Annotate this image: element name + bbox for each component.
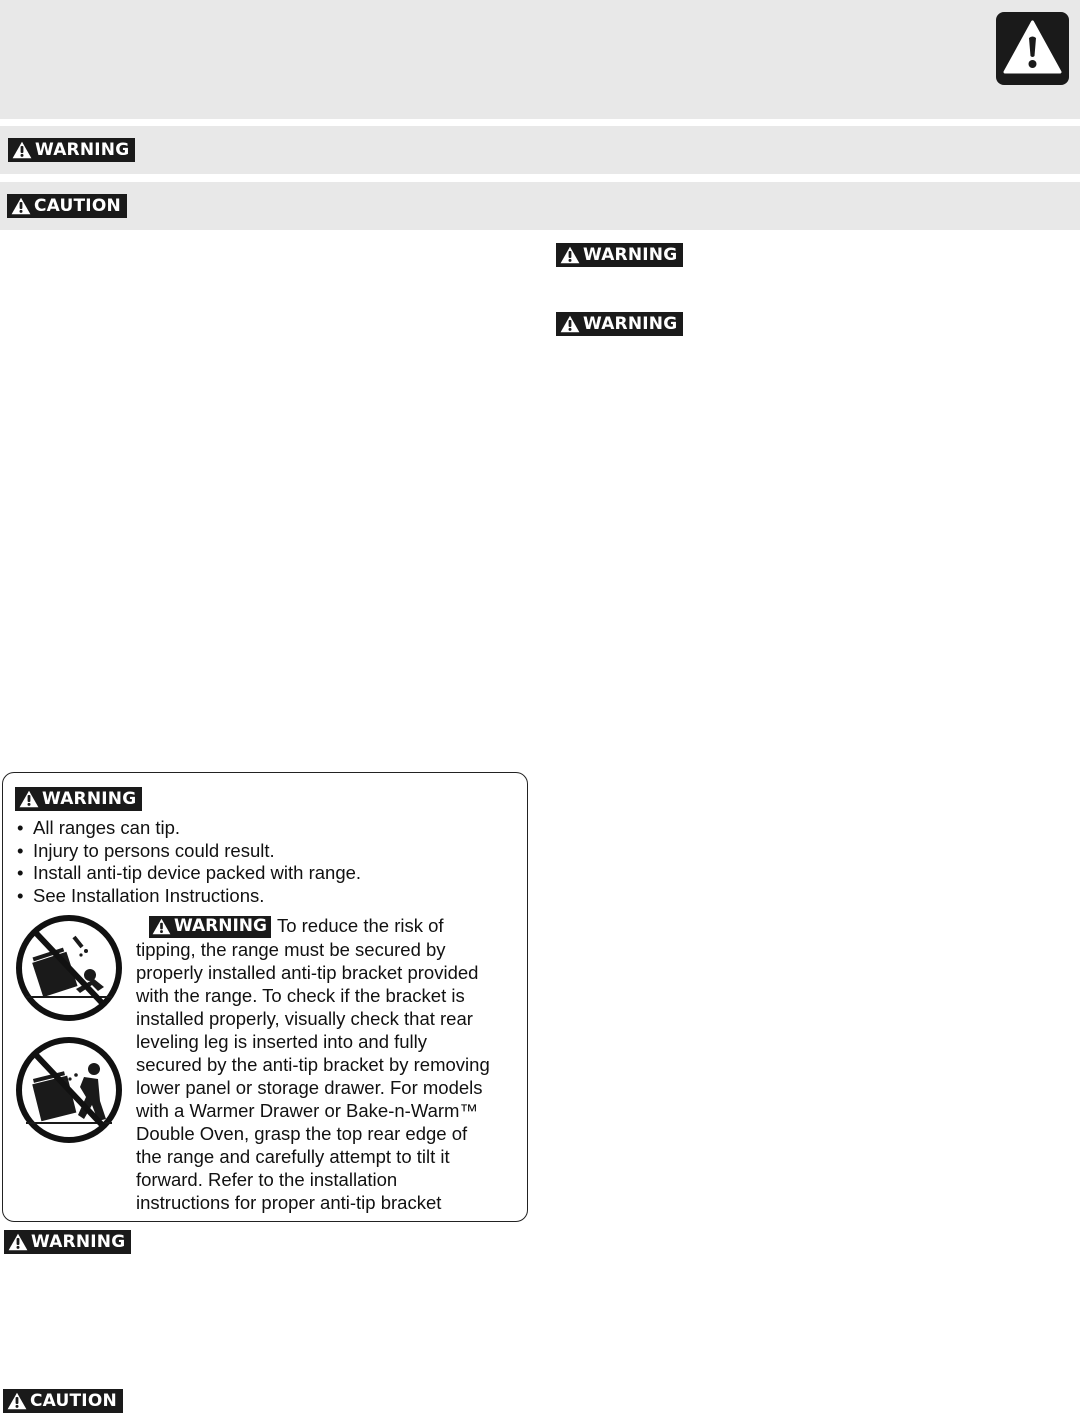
warning-badge xyxy=(556,243,683,267)
instruction-line: Double Oven, grasp the top rear edge of xyxy=(136,1122,468,1144)
anti-tip-instructions xyxy=(136,914,524,1214)
no-tipping-range-icon xyxy=(14,913,124,1023)
caution-badge-label: CAUTION xyxy=(34,195,121,216)
instruction-line: tipping, the range must be secured by xyxy=(136,938,446,960)
instruction-line: properly installed anti-tip bracket provided xyxy=(136,961,479,983)
caution-badge xyxy=(7,194,127,218)
caution-badge-label: CAUTION xyxy=(30,1390,117,1411)
warning-badge-label: WARNING xyxy=(35,139,130,160)
instruction-line: installed properly, visually check that rear xyxy=(136,1007,473,1029)
instruction-line: lower panel or storage drawer. For models xyxy=(136,1076,483,1098)
list-item: • See Installation Instructions. xyxy=(15,885,361,908)
caution-badge xyxy=(3,1389,123,1413)
header-band xyxy=(0,0,1080,119)
warning-badge xyxy=(15,787,142,811)
instruction-line xyxy=(136,914,524,938)
no-climbing-oven-door-icon xyxy=(14,1035,124,1145)
warning-triangle-icon xyxy=(560,315,580,333)
warning-badge-label: WARNING xyxy=(583,244,678,265)
instruction-line: the range and carefully attempt to tilt it xyxy=(136,1145,450,1167)
warning-badge xyxy=(4,1230,131,1254)
instruction-line: with a Warmer Drawer or Bake-n-Warm™ xyxy=(136,1099,478,1121)
list-item: • Install anti-tip device packed with range. xyxy=(15,862,361,885)
warning-badge-label: WARNING xyxy=(31,1231,126,1252)
list-item: • Injury to persons could result. xyxy=(15,840,361,863)
warning-badge xyxy=(8,138,135,162)
instruction-line: instructions for proper anti-tip bracket xyxy=(136,1191,442,1213)
caution-definition-band xyxy=(0,182,1080,230)
warning-triangle-icon xyxy=(560,246,580,264)
exclamation-triangle-icon xyxy=(996,12,1069,85)
warning-triangle-icon xyxy=(7,1392,27,1410)
warning-badge xyxy=(556,312,683,336)
instruction-line: leveling leg is inserted into and fully xyxy=(136,1030,428,1052)
warning-triangle-icon xyxy=(8,1233,28,1251)
warning-triangle-icon xyxy=(12,141,32,159)
warning-badge-label: WARNING xyxy=(583,313,678,334)
instruction-line: with the range. To check if the bracket is xyxy=(136,984,465,1006)
tip-bullet-list xyxy=(15,817,361,907)
anti-tip-warning-panel xyxy=(2,772,528,1222)
list-item: • All ranges can tip. xyxy=(15,817,361,840)
warning-triangle-icon xyxy=(19,790,39,808)
warning-badge xyxy=(149,916,271,938)
instruction-text: To reduce the risk of xyxy=(276,915,444,936)
warning-triangle-icon xyxy=(152,918,171,935)
warning-badge-label: WARNING xyxy=(42,788,137,809)
instruction-line: forward. Refer to the installation xyxy=(136,1168,398,1190)
warning-triangle-icon xyxy=(11,197,31,215)
instruction-line: secured by the anti-tip bracket by removing xyxy=(136,1053,490,1075)
warning-badge-label: WARNING xyxy=(174,916,267,936)
warning-definition-band xyxy=(0,126,1080,174)
